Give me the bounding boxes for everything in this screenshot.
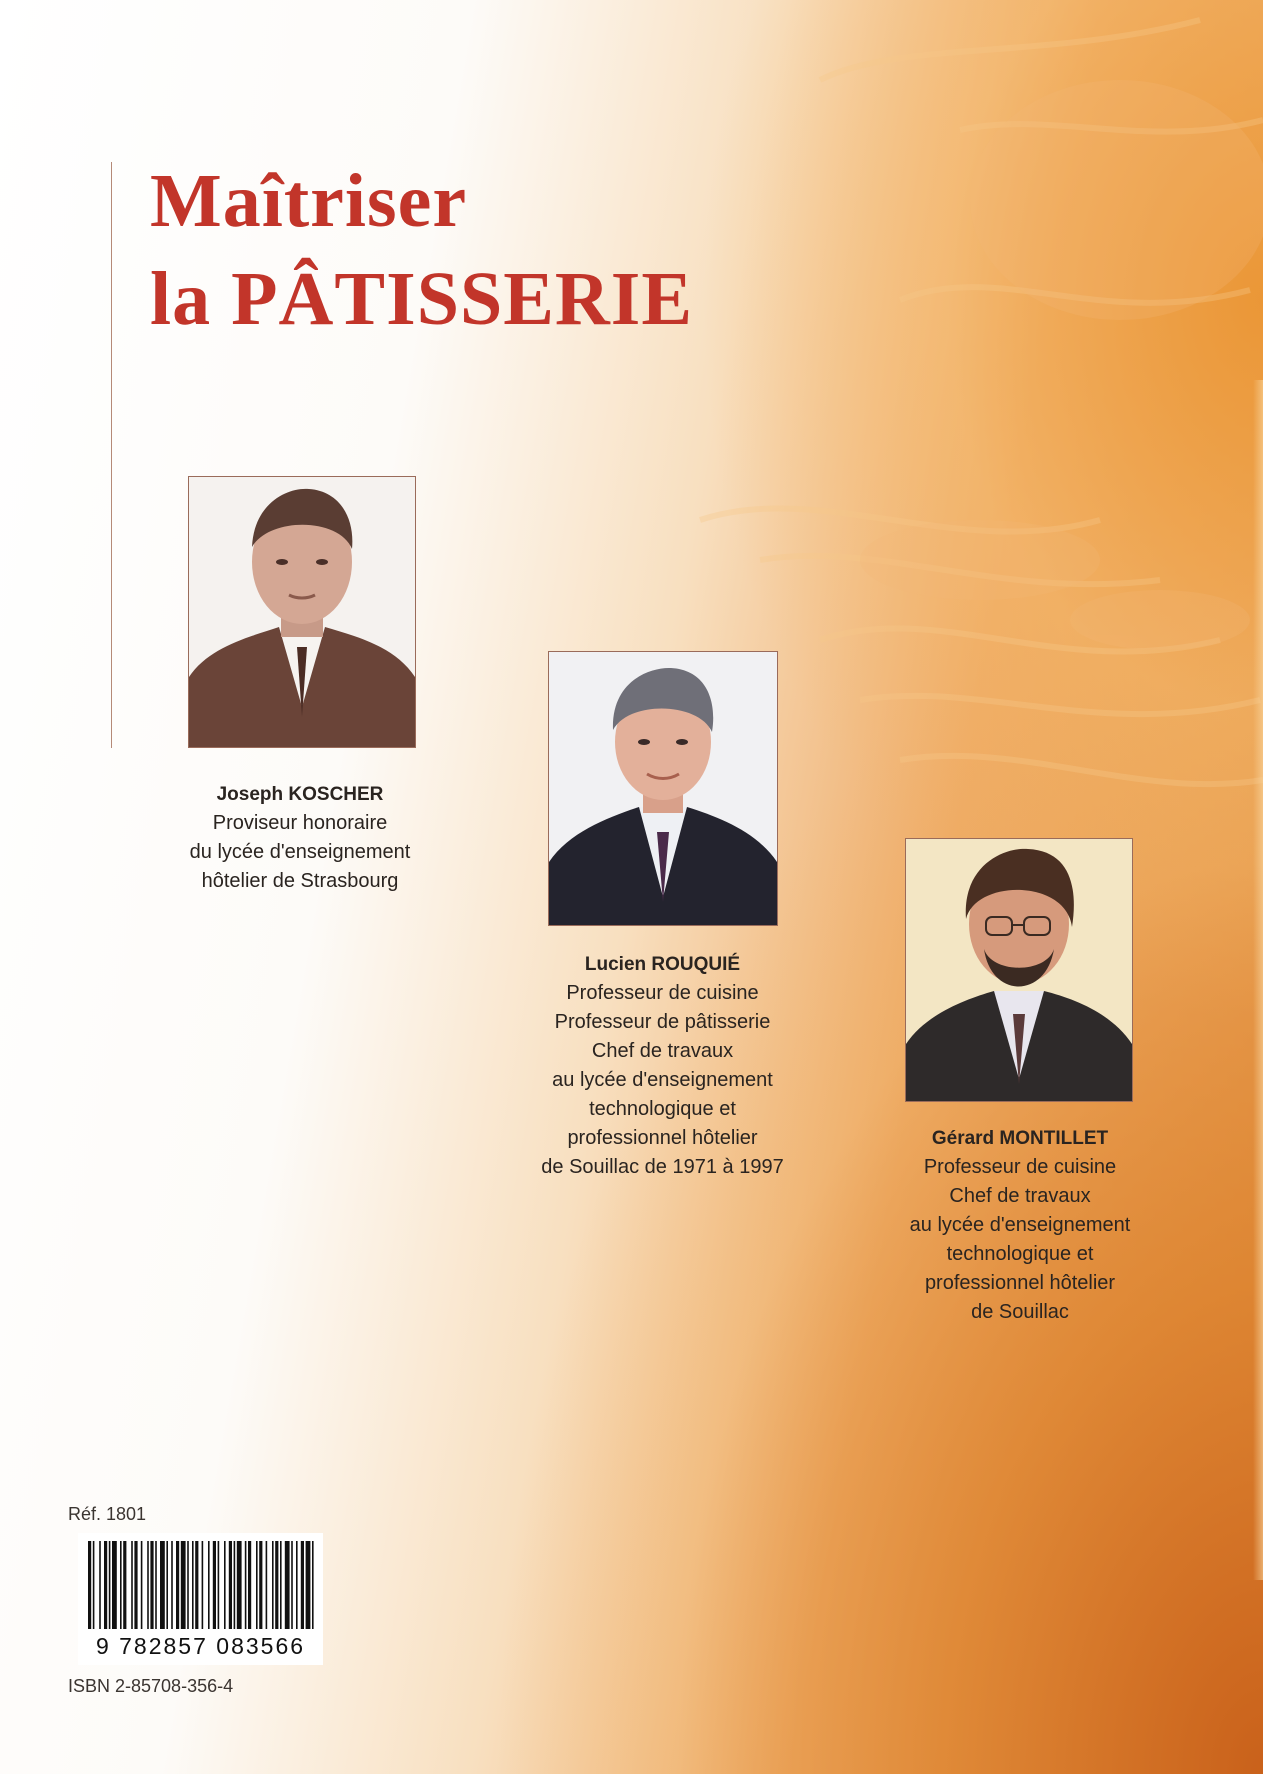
- author-photo-koscher: [188, 476, 416, 748]
- author-caption-koscher: [150, 780, 450, 896]
- barcode-bar: [181, 1541, 186, 1629]
- barcode-bar: [259, 1541, 262, 1629]
- barcode-bar: [99, 1541, 101, 1629]
- barcode-bar: [120, 1541, 122, 1629]
- author-role-line: Chef de travaux: [949, 1185, 1091, 1207]
- barcode-bar: [229, 1541, 232, 1629]
- barcode-bar: [147, 1541, 149, 1629]
- author-role-line: Professeur de cuisine: [923, 1156, 1117, 1178]
- barcode-bar: [248, 1541, 251, 1629]
- barcode-bar: [266, 1541, 268, 1629]
- barcode-bar: [245, 1541, 247, 1629]
- author-role-line: professionnel hôtelier: [567, 1127, 758, 1149]
- author-role-line: Professeur de pâtisserie: [554, 1011, 771, 1033]
- author-photo-montillet: [905, 838, 1133, 1102]
- author-role-line: professionnel hôtelier: [924, 1272, 1116, 1294]
- author-role-line: Chef de travaux: [591, 1040, 734, 1062]
- portrait-image: [549, 652, 777, 925]
- barcode-bar: [291, 1541, 293, 1629]
- barcode-bar: [88, 1541, 91, 1629]
- title-line-1: Maîtriser: [150, 159, 468, 243]
- barcode-bar: [275, 1541, 278, 1629]
- vertical-rule: [111, 162, 112, 748]
- barcode-bar: [160, 1541, 165, 1629]
- author-caption-rouquie: [500, 950, 825, 1182]
- title-line-2: la PÂTISSERIE: [150, 257, 694, 341]
- author-role-line: de Souillac de 1971 à 1997: [541, 1156, 784, 1178]
- page-edge: [1253, 380, 1263, 1580]
- barcode-bar: [256, 1541, 258, 1629]
- barcode-bar: [218, 1541, 220, 1629]
- barcode-bar: [141, 1541, 143, 1629]
- author-role-line: de Souillac: [971, 1301, 1069, 1323]
- author-role-line: technologique et: [946, 1243, 1094, 1265]
- barcode-bar: [171, 1541, 173, 1629]
- barcode-bar: [131, 1541, 133, 1629]
- barcode-bar: [109, 1541, 111, 1629]
- portrait-image: [189, 477, 415, 747]
- author-role-line: Proviseur honoraire: [212, 812, 388, 834]
- barcode-bar: [150, 1541, 153, 1629]
- barcode-bar: [234, 1541, 236, 1629]
- author-name: Gérard MONTILLET: [931, 1128, 1109, 1149]
- barcode-bar: [166, 1541, 168, 1629]
- book-title: [150, 152, 693, 348]
- barcode-bar: [134, 1541, 137, 1629]
- author-name: Joseph KOSCHER: [216, 784, 384, 805]
- barcode-bar: [224, 1541, 226, 1629]
- barcode-bar: [213, 1541, 216, 1629]
- portrait-image: [906, 839, 1132, 1101]
- barcode-bar: [104, 1541, 107, 1629]
- barcode-bar: [280, 1541, 282, 1629]
- barcode-bar: [187, 1541, 189, 1629]
- barcode-bar: [296, 1541, 298, 1629]
- barcode-bar: [208, 1541, 210, 1629]
- author-photo-rouquie: [548, 651, 778, 926]
- barcode: [78, 1533, 323, 1665]
- author-role-line: au lycée d'enseignement: [552, 1069, 773, 1091]
- barcode-bar: [192, 1541, 194, 1629]
- author-role-line: au lycée d'enseignement: [909, 1214, 1131, 1236]
- barcode-bar: [301, 1541, 304, 1629]
- barcode-bar: [123, 1541, 126, 1629]
- barcode-bar: [202, 1541, 204, 1629]
- isbn: ISBN 2-85708-356-4: [68, 1676, 234, 1696]
- barcode-bar: [237, 1541, 242, 1629]
- reference-number: Réf. 1801: [68, 1504, 147, 1524]
- barcode-bar: [285, 1541, 290, 1629]
- author-role-line: hôtelier de Strasbourg: [201, 870, 399, 892]
- author-role-line: Professeur de cuisine: [566, 982, 759, 1004]
- author-role-line: du lycée d'enseignement: [189, 841, 411, 863]
- barcode-bar: [112, 1541, 117, 1629]
- barcode-bar: [155, 1541, 157, 1629]
- barcode-digits: 9 782857 083566: [95, 1633, 306, 1659]
- barcode-bar: [306, 1541, 311, 1629]
- author-name: Lucien ROUQUIÉ: [584, 954, 741, 975]
- author-role-line: technologique et: [589, 1098, 736, 1120]
- author-caption-montillet: [870, 1124, 1170, 1327]
- barcode-bar: [272, 1541, 274, 1629]
- barcode-bar: [312, 1541, 314, 1629]
- barcode-bar: [176, 1541, 179, 1629]
- barcode-bar: [93, 1541, 95, 1629]
- barcode-bar: [195, 1541, 198, 1629]
